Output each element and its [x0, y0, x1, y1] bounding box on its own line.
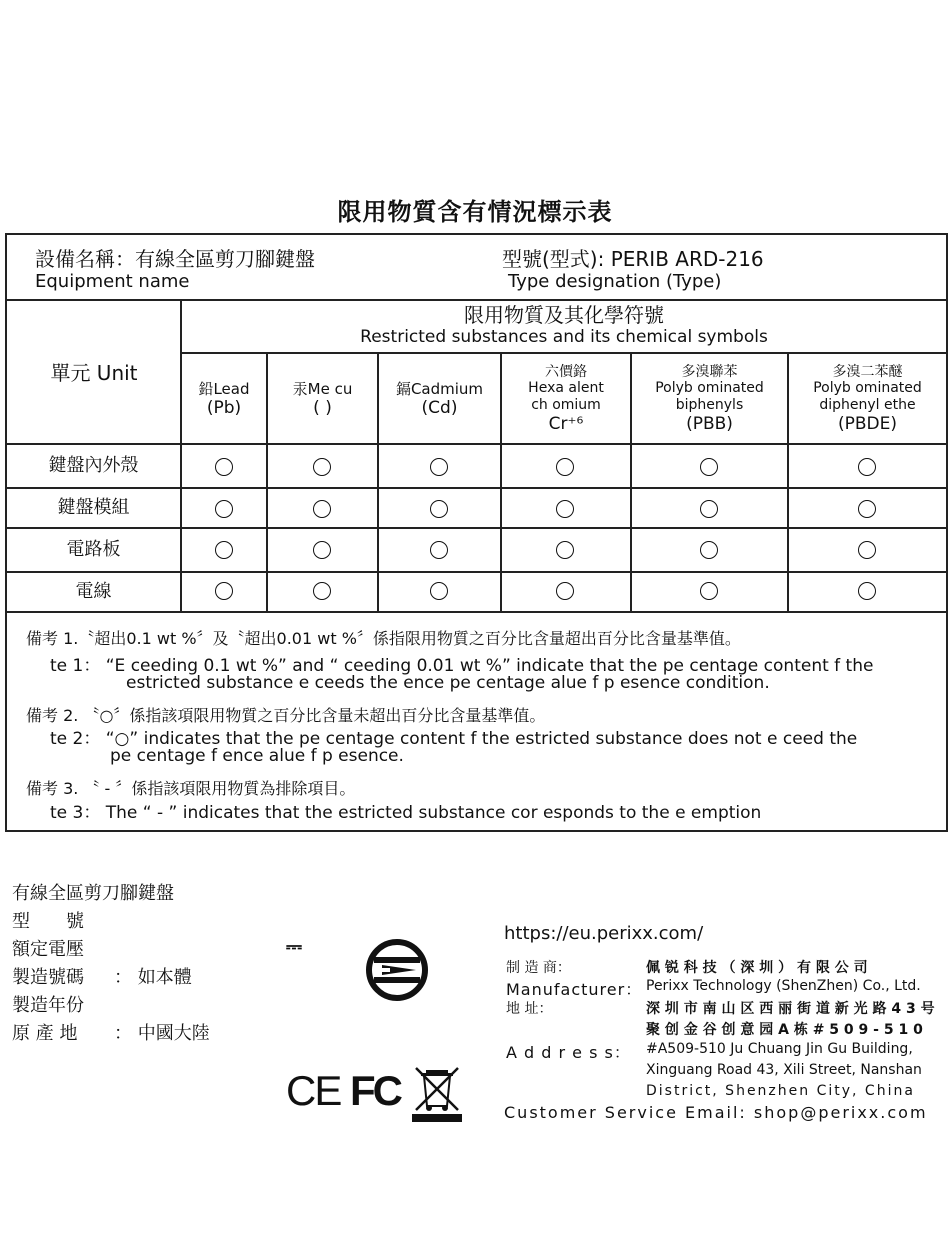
compliance-mark-circle	[215, 500, 233, 518]
fcc-mark-icon: FC	[350, 1067, 400, 1114]
compliance-mark-circle	[313, 500, 331, 518]
compliance-mark-circle	[556, 541, 574, 559]
substance-name: 鉛Lead	[198, 379, 250, 398]
compliance-mark-circle	[313, 458, 331, 476]
address-label-en: A d d r e s s：	[506, 1043, 631, 1062]
note-2-cn: 備考 2. 〝○〞係指該項限用物質之百分比含量未超出百分比含量基準值。	[26, 706, 546, 725]
maker-label-cn: 制 造 商：	[506, 960, 571, 976]
address-en-line2: Xinguang Road 43, Xili Street, Nanshan	[646, 1062, 922, 1078]
compliance-mark-circle	[700, 500, 718, 518]
dc-symbol-icon: ⎓	[286, 934, 302, 958]
note-2-en-line1: te 2： “○” indicates that the pe centage content f the estricted substance does not e ceed the	[50, 729, 858, 749]
maker-name-cn: 佩 锐 科 技 （ 深 圳 ） 有 限 公 司	[646, 960, 868, 976]
substance-name-en: Hexa alent	[528, 380, 604, 397]
substance-name-en-2: biphenyls	[675, 397, 744, 414]
compliance-mark-circle	[700, 458, 718, 476]
note-3-en-line1: te 3： The “ - ” indicates that the estricted substance cor esponds to the e emption	[50, 803, 762, 823]
substance-name-cn: 多溴二苯醚	[832, 363, 903, 380]
maker-name-en: Perixx Technology (ShenZhen) Co., Ltd.	[646, 978, 921, 994]
ce-mark-icon: CE	[286, 1067, 341, 1114]
table-top-border	[5, 233, 948, 235]
compliance-mark-circle	[700, 541, 718, 559]
table-right-border	[946, 233, 948, 832]
substance-symbol: ( )	[313, 397, 332, 418]
compliance-mark-circle	[556, 458, 574, 476]
address-label-cn: 地 址：	[506, 1001, 553, 1017]
substance-mercury	[268, 354, 377, 444]
restricted-header-cn: 限用物質及其化學符號	[464, 302, 664, 327]
compliance-mark-circle	[313, 541, 331, 559]
substance-symbol: (Pb)	[206, 397, 242, 418]
row-divider-4	[5, 611, 948, 613]
compliance-mark-circle	[556, 582, 574, 600]
table-row-unit: 鍵盤內外殼	[48, 455, 139, 477]
compliance-mark-circle	[215, 582, 233, 600]
type-designation-en: Type designation (Type)	[508, 271, 722, 292]
substance-name-en: Polyb ominated	[655, 380, 764, 397]
equipment-name-en: Equipment name	[35, 271, 190, 292]
compliance-mark-circle	[215, 458, 233, 476]
table-bottom-border	[5, 830, 948, 832]
table-row-unit: 電路板	[66, 539, 121, 561]
compliance-mark-circle	[215, 541, 233, 559]
substance-name-en: Polyb ominated	[813, 380, 922, 397]
weee-bin-icon	[412, 1064, 462, 1122]
serial-value: ： 如本體	[114, 967, 192, 988]
substance-pbb	[632, 354, 787, 444]
compliance-mark-circle	[858, 500, 876, 518]
substance-cadmium	[379, 354, 500, 444]
substance-name: 鎘Cadmium	[395, 379, 484, 398]
compliance-mark-circle	[313, 582, 331, 600]
compliance-mark-circle	[556, 500, 574, 518]
substance-chromium	[502, 354, 630, 444]
compliance-mark-circle	[430, 458, 448, 476]
substance-name: 汞Me cu	[292, 379, 353, 398]
substance-symbol: (Cd)	[421, 397, 458, 418]
substance-name-en-2: diphenyl ethe	[819, 397, 916, 414]
manufacture-year-label: 製造年份	[12, 995, 84, 1016]
substance-pbde	[789, 354, 946, 444]
compliance-mark-circle	[700, 582, 718, 600]
address-cn-line1: 深 圳 市 南 山 区 西 丽 街 道 新 光 路 4 3 号	[646, 1001, 935, 1017]
note-1-en-line2: estricted substance e ceeds the ence pe centage alue f p esence condition.	[126, 673, 770, 693]
equipment-name-cn: 設備名稱：有線全區剪刀腳鍵盤	[35, 247, 315, 271]
note-3-cn: 備考 3. 〝 - 〞係指該項限用物質為排除項目。	[26, 779, 356, 798]
address-cn-line2: 聚 创 金 谷 创 意 园 A 栋 # 5 0 9 - 5 1 0	[646, 1022, 923, 1038]
model-label: 型 號	[12, 911, 84, 932]
maker-label-en: Manufacturer：	[506, 980, 643, 999]
type-designation-cn: 型號(型式): PERIB ARD-216	[502, 247, 764, 271]
substance-symbol: (PBDE)	[837, 414, 897, 434]
substance-symbol: (PBB)	[686, 414, 733, 434]
page-title: 限用物質含有情況標示表	[337, 198, 613, 226]
substance-name-cn: 多溴聯苯	[681, 363, 738, 380]
compliance-mark-circle	[430, 500, 448, 518]
website-link[interactable]: https://eu.perixx.com/	[504, 923, 704, 944]
compliance-mark-circle	[858, 541, 876, 559]
unit-header: 單元 Unit	[50, 360, 138, 385]
note-2-en-line2: pe centage f ence alue f p esence.	[110, 746, 404, 766]
customer-service-email[interactable]: Customer Service Email: shop@perixx.com	[504, 1103, 928, 1122]
substance-name-en-2: ch omium	[531, 397, 601, 414]
restricted-header-en: Restricted substances and its chemical symbols	[360, 326, 768, 347]
table-row-unit: 鍵盤模組	[57, 497, 130, 519]
note-1-cn: 備考 1.〝超出0.1 wt %〞及〝超出0.01 wt %〞係指限用物質之百分比含量超出百分比含量基準值。	[26, 629, 741, 648]
origin-label: 原 產 地	[12, 1023, 78, 1044]
compliance-mark-circle	[858, 458, 876, 476]
address-en-line3: District, Shenzhen City, China	[646, 1083, 915, 1099]
bsmi-mark-icon	[364, 937, 430, 1003]
note-1-en-line1: te 1： “E ceeding 0.1 wt %” and “ ceeding 0.01 wt %” indicate that the pe centage content f the	[50, 656, 874, 676]
product-name: 有線全區剪刀腳鍵盤	[12, 883, 174, 904]
origin-value: ： 中國大陸	[114, 1023, 210, 1044]
substance-lead	[182, 354, 266, 444]
table-row-unit: 電線	[75, 581, 112, 603]
substance-symbol: Cr⁺⁶	[548, 414, 584, 434]
serial-label: 製造號碼	[12, 967, 84, 988]
rated-voltage-label: 額定電壓	[12, 939, 84, 960]
substance-name-cn: 六價鉻	[545, 363, 587, 380]
compliance-mark-circle	[858, 582, 876, 600]
compliance-mark-circle	[430, 582, 448, 600]
address-en-line1: #A509-510 Ju Chuang Jin Gu Building,	[646, 1041, 913, 1057]
compliance-mark-circle	[430, 541, 448, 559]
